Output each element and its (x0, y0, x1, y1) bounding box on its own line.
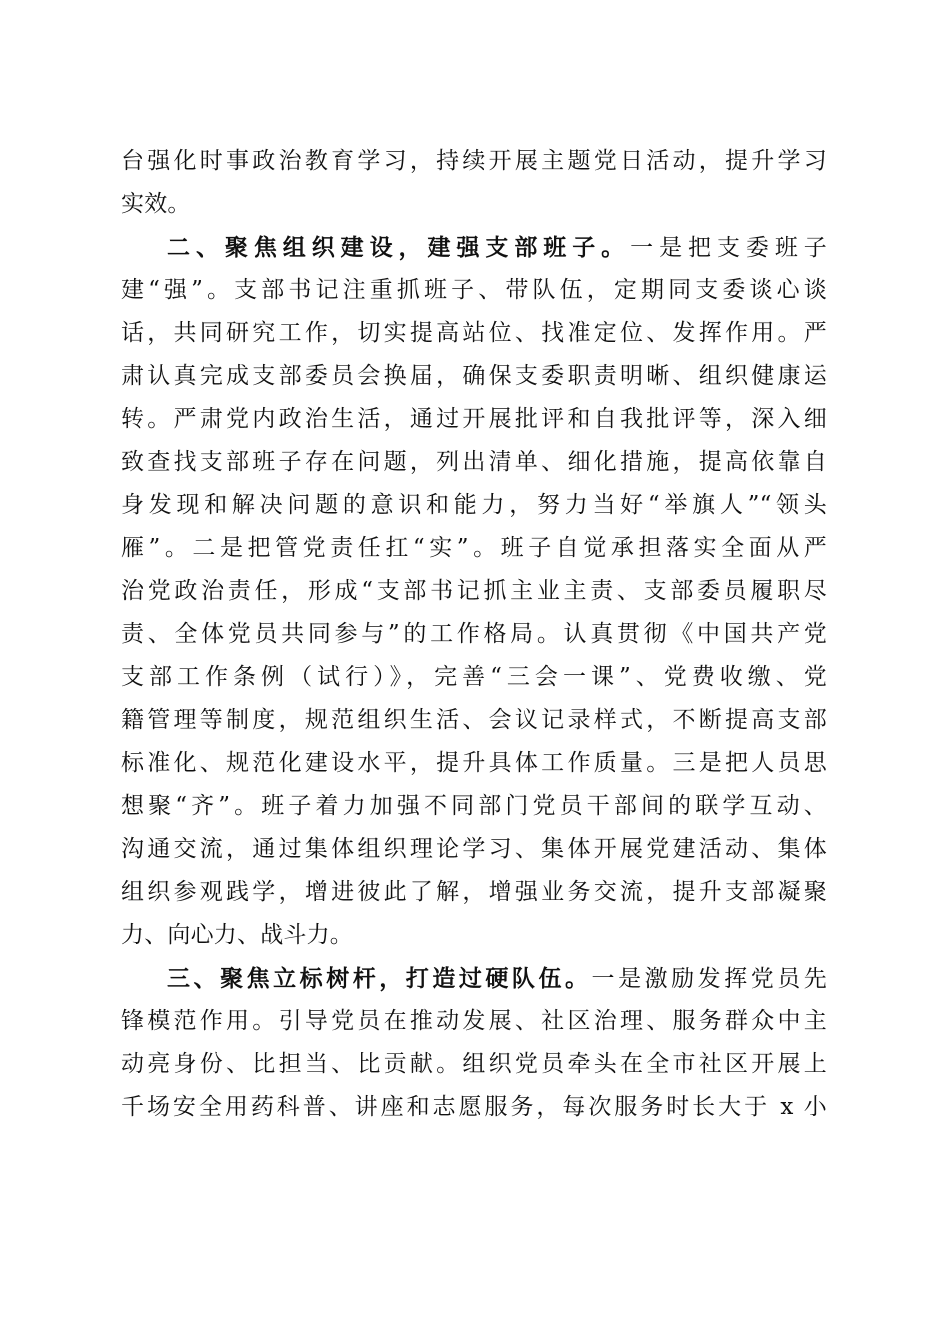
body-text-line (121, 1043, 827, 1086)
line-text: 身发现和解决问题的意识和能力，努力当好“举旗人”“领头 (121, 492, 827, 518)
line-text: 支部工作条例（试行）》，完善“三会一课”、党费收缴、党 (121, 664, 827, 690)
line-text: 责、全体党员共同参与”的工作格局。认真贯彻《中国共产党 (121, 621, 827, 647)
line-text: 千场安全用药科普、讲座和志愿服务，每次服务时长大于 x 小 (121, 1094, 827, 1120)
body-text-line (121, 183, 827, 226)
section-heading: 二、聚焦组织建设，建强支部班子。 (167, 234, 631, 261)
line-text: 一是激励发挥党员先 (591, 966, 827, 992)
line-text: 台强化时事政治教育学习，持续开展主题党日活动，提升学习 (121, 148, 827, 174)
body-text-line (121, 828, 827, 871)
body-text-line (121, 914, 827, 957)
line-text: 转。严肃党内政治生活，通过开展批评和自我批评等，深入细 (121, 406, 827, 432)
document-body (121, 140, 827, 1129)
body-text-line (121, 785, 827, 828)
body-text-line (121, 1086, 827, 1129)
body-text-line (121, 656, 827, 699)
body-text-line (121, 570, 827, 613)
body-text-line (121, 269, 827, 312)
line-text: 动亮身份、比担当、比贡献。组织党员牵头在全市社区开展上 (121, 1051, 827, 1077)
body-text-line (121, 140, 827, 183)
line-text: 籍管理等制度，规范组织生活、会议记录样式，不断提高支部 (121, 707, 827, 733)
line-text: 一是把支委班子 (630, 235, 827, 261)
line-text: 沟通交流，通过集体组织理论学习、集体开展党建活动、集体 (121, 836, 827, 862)
line-text: 实效。 (121, 191, 191, 217)
body-text-line (121, 441, 827, 484)
body-text-line (121, 355, 827, 398)
body-text-line (121, 742, 827, 785)
line-text: 肃认真完成支部委员会换届，确保支委职责明晰、组织健康运 (121, 363, 827, 389)
body-text-line (121, 699, 827, 742)
body-text-line (121, 527, 827, 570)
line-text: 锋模范作用。引导党员在推动发展、社区治理、服务群众中主 (121, 1008, 827, 1034)
section-heading: 三、聚焦立标树杆，打造过硬队伍。 (167, 965, 592, 992)
line-text: 雁”。二是把管党责任扛“实”。班子自觉承担落实全面从严 (121, 535, 827, 561)
line-text: 组织参观践学，增进彼此了解，增强业务交流，提升支部凝聚 (121, 879, 827, 905)
body-text-line (121, 484, 827, 527)
line-text: 力、向心力、战斗力。 (121, 922, 353, 948)
line-text: 建“强”。支部书记注重抓班子、带队伍，定期同支委谈心谈 (121, 277, 827, 303)
line-text: 想聚“齐”。班子着力加强不同部门党员干部间的联学互动、 (121, 793, 827, 819)
body-text-line (121, 1000, 827, 1043)
section-heading-line (121, 957, 827, 1000)
body-text-line (121, 871, 827, 914)
body-text-line (121, 613, 827, 656)
body-text-line (121, 398, 827, 441)
body-text-line (121, 312, 827, 355)
line-text: 话，共同研究工作，切实提高站位、找准定位、发挥作用。严 (121, 320, 827, 346)
line-text: 标准化、规范化建设水平，提升具体工作质量。三是把人员思 (121, 750, 827, 776)
line-text: 治党政治责任，形成“支部书记抓主业主责、支部委员履职尽 (121, 578, 827, 604)
line-text: 致查找支部班子存在问题，列出清单、细化措施，提高依靠自 (121, 449, 827, 475)
section-heading-line (121, 226, 827, 269)
